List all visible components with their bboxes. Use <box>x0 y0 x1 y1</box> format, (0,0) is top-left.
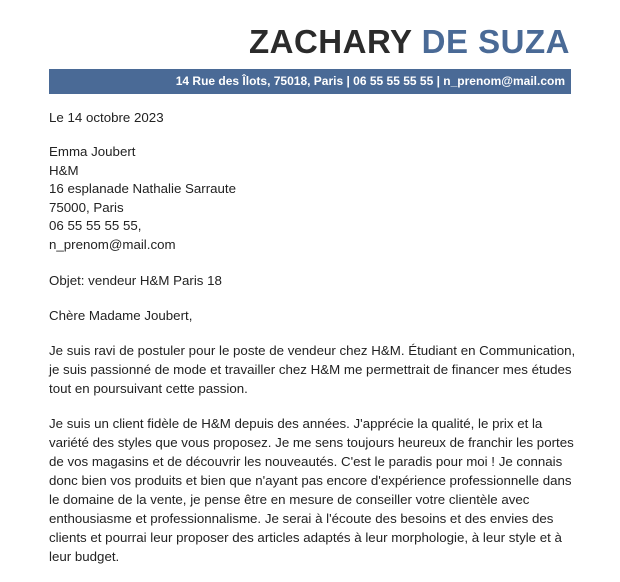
letter-salutation: Chère Madame Joubert, <box>49 307 193 323</box>
recipient-phone: 06 55 55 55 55, <box>49 218 142 234</box>
recipient-block <box>49 143 579 255</box>
letter-body <box>49 108 579 582</box>
last-name: DE SUZA <box>421 23 570 60</box>
letter-subject: Objet: vendeur H&M Paris 18 <box>49 272 222 288</box>
recipient-company: H&M <box>49 162 79 178</box>
letter-date: Le 14 octobre 2023 <box>49 110 164 125</box>
letter-paragraph: Je suis un client fidèle de H&M depuis des années. J'apprécie la qualité, le prix et la variété des styles que vous proposez. Je me sens toujours heureux de franchir les portes de vos magasins et de découvrir les nouveautés. C'est le paradis pour moi ! Je connais donc bien vos produits et bien que n'ayant pas encore d'expérience professionnelle dans le domaine de la vente, je pense être en mesure de conseiller votre clientèle avec enthousiasme et professionnalisme. Je serai à l'écoute des besoins et des envies des clients et pourrai leur proposer des articles adaptés à leur morphologie, à leur style et à leur budget. <box>49 415 574 564</box>
recipient-street: 16 esplanade Nathalie Sarraute <box>49 181 237 197</box>
applicant-name <box>249 22 570 62</box>
recipient-name: Emma Joubert <box>49 144 136 159</box>
recipient-city: 75000, Paris <box>49 199 124 215</box>
recipient-email: n_prenom@mail.com <box>49 236 176 252</box>
first-name: ZACHARY <box>248 23 412 60</box>
contact-bar: 14 Rue des Îlots, 75018, Paris | 06 55 55 55 55 | n_prenom@mail.com <box>49 69 571 94</box>
letter-paragraph: Je suis ravi de postuler pour le poste de vendeur chez H&M. Étudiant en Communication, je suis passionné de mode et travailler chez H&M me permettrait de financer mes études tout en poursuivant cette passion. <box>49 342 576 396</box>
